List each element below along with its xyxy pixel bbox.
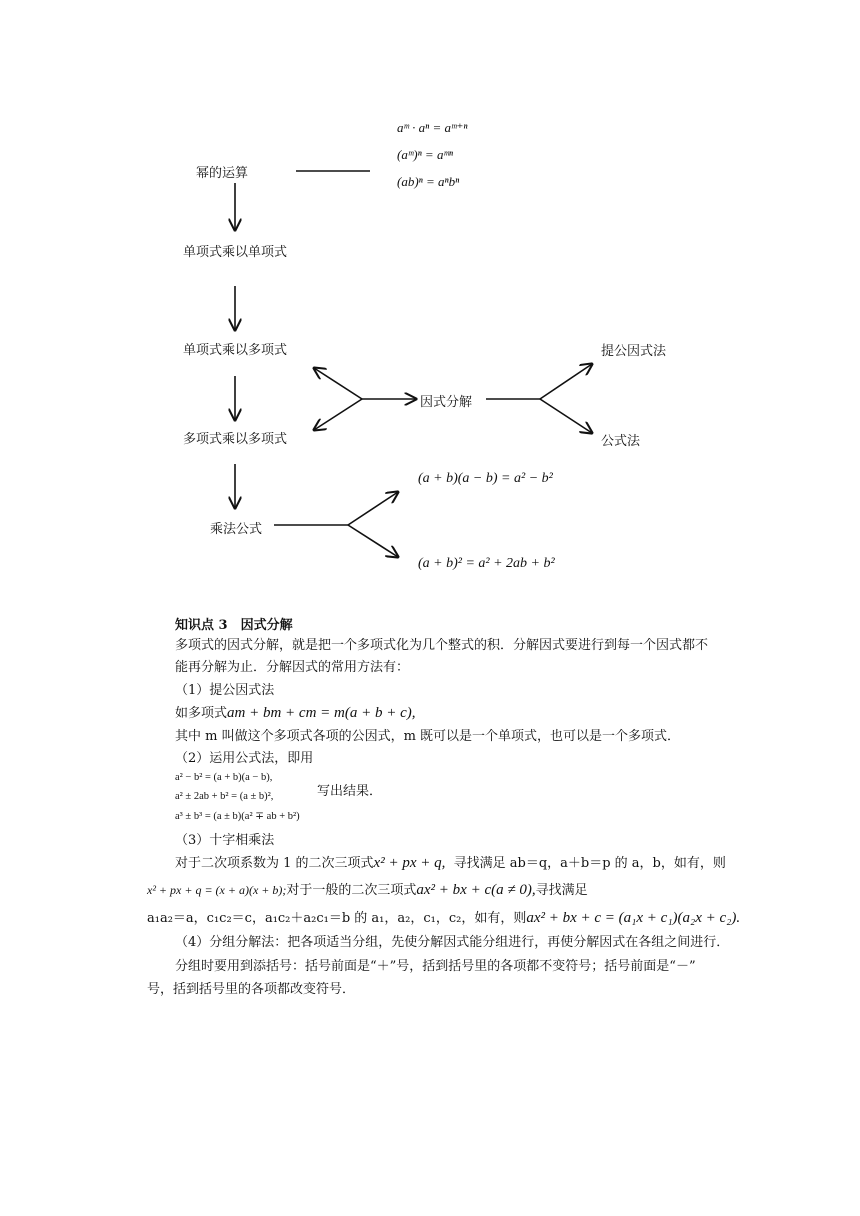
node-formula-method: 公式法 [601,434,641,449]
knowledge-diagram [0,0,860,600]
method-4-line: （4）分组分解法：把各项适当分组，先使分解因式能分组进行，再使分解因式在各组之间进行． [175,935,730,950]
arrow-to-common-factor [540,364,592,399]
node-mono-times-poly: 单项式乘以多项式 [183,343,288,358]
method-3-l3-formula: ax² + bx + c = (a₁x + c₁)(a₂x + c₂). [526,910,741,926]
arrow-to-monopoly [314,368,362,399]
section-heading: 知识点 3 因式分解 [175,618,293,633]
intro-line-2: 能再分解为止．分解因式的常用方法有： [175,660,410,675]
node-common-factor: 提公因式法 [601,344,667,359]
method-2-formula-1: a² − b² = (a + b)(a − b), [175,772,273,783]
arrow-to-polypoly [314,399,362,430]
method-1-line-1 [175,703,416,724]
power-rule-2: (aᵐ)ⁿ = aᵐⁿ [397,147,453,162]
method-3-l1-suffix: 寻找满足 ab＝q，a＋b＝p 的 a，b，如有，则 [453,856,726,871]
arrow-to-square-sum [348,525,398,557]
power-rule-1: aᵐ · aⁿ = aᵐ⁺ⁿ [397,120,468,135]
node-factorization: 因式分解 [420,395,473,410]
arrow-to-formula-method [540,399,592,433]
method-3-l1-formula: x² + px + q, [373,855,446,871]
power-rule-3: (ab)ⁿ = aⁿbⁿ [397,174,460,189]
formula-diff-squares: (a + b)(a − b) = a² − b² [418,471,553,486]
formula-square-sum: (a + b)² = a² + 2ab + b² [418,556,555,571]
method-3-title: （3）十字相乘法 [175,833,275,848]
method-3-l2-mid: 对于一般的二次三项式 [286,883,417,898]
method-2-formula-3: a³ ± b³ = (a ± b)(a² ∓ ab + b²) [175,811,300,822]
arrow-to-diff-squares [348,492,398,525]
method-3-l1-prefix: 对于二次项系数为 1 的二次三项式 [175,856,374,871]
grouping-line-1: 分组时要用到添括号：括号前面是“＋”号，括到括号里的各项都不变符号；括号前面是“－” [175,959,696,974]
grouping-line-2: 号，括到括号里的各项都改变符号． [147,982,356,997]
method-1-line-2: 其中 m 叫做这个多项式各项的公因式，m 既可以是一个单项式，也可以是一个多项式． [175,729,681,744]
method-1-title: （1）提公因式法 [175,683,275,698]
method-3-l2-suffix: 寻找满足 [535,883,588,898]
method-1-prefix: 如多项式 [175,706,228,721]
method-3-l3-prefix: a₁a₂＝a，c₁c₂＝c，a₁c₂＋a₂c₁＝b 的 a₁，a₂，c₁，c₂，如有，则 [147,911,527,926]
node-power-ops: 幂的运算 [196,166,249,181]
method-2-suffix: 写出结果． [317,784,383,799]
method-3-line-2 [147,880,588,901]
method-2-formula-2: a² ± 2ab + b² = (a ± b)², [175,791,274,802]
method-3-line-1 [175,853,726,874]
method-1-formula: am + bm + cm = m(a + b + c), [227,705,416,721]
method-3-l2-formula: x² + px + q = (x + a)(x + b); [147,883,287,897]
method-3-l2-formula2: ax² + bx + c(a ≠ 0), [416,882,536,898]
node-poly-times-poly: 多项式乘以多项式 [183,432,288,447]
method-3-line-3 [147,908,740,929]
method-2-title: （2）运用公式法，即用 [175,751,314,766]
node-mult-formula: 乘法公式 [210,522,263,537]
intro-line-1: 多项式的因式分解，就是把一个多项式化为几个整式的积．分解因式要进行到每一个因式都不 [175,638,709,653]
node-mono-times-mono: 单项式乘以单项式 [183,245,288,260]
